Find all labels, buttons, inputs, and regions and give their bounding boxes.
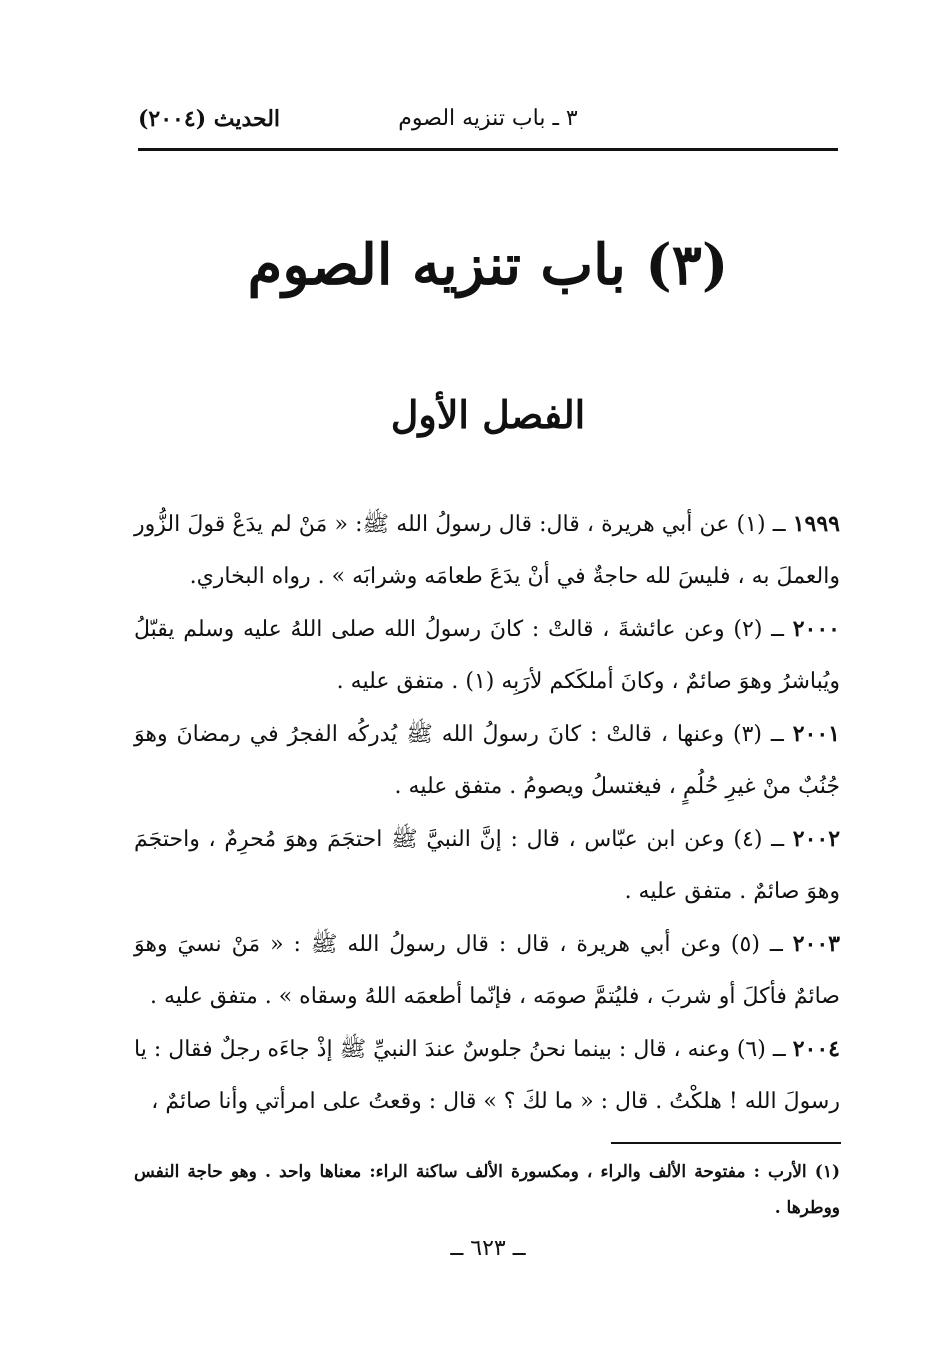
hadith-number: ٢٠٠١	[792, 721, 840, 747]
hadith-paragraph	[134, 918, 840, 1023]
hadith-number: ٢٠٠٤	[792, 1036, 840, 1062]
hadith-list	[134, 498, 840, 1128]
hadith-text: ــ (٦) وعنه ، قال : بينما نحنُ جلوسٌ عندَ النبيِّ ﷺ إذْ جاءَه رجلٌ فقال : يا رسولَ الله ! هلكْتُ . قال : « ما لكَ ؟ » قال : وقعتُ على امرأتي وأنا صائمٌ ،	[134, 1037, 840, 1114]
hadith-paragraph	[134, 603, 840, 708]
header-chapter-title: ٣ ـ باب تنزيه الصوم	[398, 106, 578, 131]
footnote-divider	[611, 1142, 841, 1144]
hadith-number: ٢٠٠٣	[792, 931, 840, 957]
hadith-text: ــ (٣) وعنها ، قالتْ : كانَ رسولُ الله ﷺ يُدركُه الفجرُ في رمضانَ وهوَ جُنُبٌ منْ غيرِ حُلُمٍ ، فيغتسلُ ويصومُ . متفق عليه .	[134, 722, 840, 799]
hadith-text: ــ (٢) وعن عائشةَ ، قالتْ : كانَ رسولُ الله صلى اللهُ عليه وسلم يقبّلُ ويُباشرُ وهوَ صائمٌ ، وكانَ أملكَكم لأرَبِه (١) . متفق عليه .	[134, 617, 840, 694]
hadith-paragraph	[134, 498, 840, 603]
hadith-text: ــ (٤) وعن ابن عبّاس ، قال : إنَّ النبيَّ ﷺ احتجَمَ وهوَ مُحرِمٌ ، واحتجَمَ وهوَ صائمٌ . متفق عليه .	[134, 827, 840, 904]
hadith-text: ــ (١) عن أبي هريرة ، قال: قال رسولُ الله ﷺ: « مَنْ لم يدَعْ قولَ الزُّور والعملَ به ، فليسَ لله حاجةٌ في أنْ يدَعَ طعامَه وشرابَه » . رواه البخاري.	[134, 512, 840, 589]
hadith-text: ــ (٥) وعن أبي هريرة ، قال : قال رسولُ الله ﷺ : « مَنْ نسيَ وهوَ صائمٌ فأكلَ أو شربَ ، فليُتمَّ صومَه ، فإنّما أطعمَه اللهُ وسقاه » . متفق عليه .	[134, 932, 840, 1009]
running-header	[138, 100, 838, 140]
header-hadith-range: الحديث (٢٠٠٤)	[138, 106, 281, 132]
header-divider	[138, 148, 838, 151]
hadith-number: ١٩٩٩	[792, 511, 840, 537]
page-number: ــ ٦٢٣ ــ	[450, 1236, 526, 1261]
hadith-number: ٢٠٠٢	[792, 826, 841, 852]
footnote: (١) الأرب : مفتوحة الألف والراء ، ومكسورة الألف ساكنة الراء: معناها واحد . وهو حاجة النفس ووطرها .	[134, 1162, 840, 1218]
chapter-title: (٣) باب تنزيه الصوم	[247, 232, 729, 298]
hadith-paragraph	[134, 708, 840, 813]
hadith-paragraph	[134, 813, 840, 918]
hadith-number: ٢٠٠٠	[792, 616, 840, 642]
hadith-paragraph	[134, 1023, 840, 1128]
section-title: الفصل الأول	[390, 392, 586, 437]
